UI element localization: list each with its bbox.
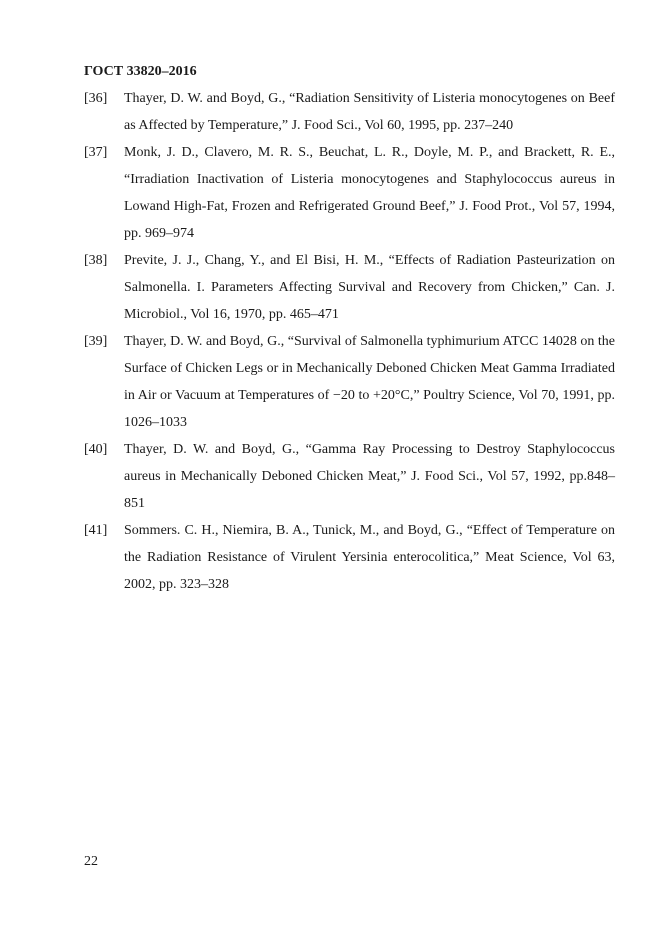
reference-item [84,328,615,436]
reference-text: Sommers. C. H., Niemira, B. A., Tunick, M., and Boyd, G., “Effect of Temperature on the Radiation Resistance of Virulent Yersinia enterocolitica,” Meat Science, Vol 63, 2002, pp. 323–328 [124,523,615,592]
reference-number: [36] [84,91,108,106]
reference-number: [41] [84,523,108,538]
reference-item [84,139,615,247]
reference-text: Thayer, D. W. and Boyd, G., “Radiation Sensitivity of Listeria monocytogenes on Beef as Affected by Temperature,” J. Food Sci., Vol 60, 1995, pp. 237–240 [124,91,615,133]
reference-number: [40] [84,442,108,457]
reference-text: Monk, J. D., Clavero, M. R. S., Beuchat, L. R., Doyle, M. P., and Brackett, R. E., “Irradiation Inactivation of Listeria monocytogenes and Staphylococcus aureus in Lowand High-Fat, Frozen and Refrigerated Ground Beef,” J. Food Prot., Vol 57, 1994, pp. 969–974 [124,145,615,241]
page-number: 22 [84,854,98,869]
reference-text: Thayer, D. W. and Boyd, G., “Survival of Salmonella typhimurium ATCC 14028 on the Surface of Chicken Legs or in Mechanically Deboned Chicken Meat Gamma Irradiated in Air or Vacuum at Temperatures of −20 to +20°C,” Poultry Science, Vol 70, 1991, pp. 1026–1033 [124,334,615,430]
standard-header: ГОСТ 33820–2016 [84,64,197,79]
reference-list [84,85,615,598]
reference-item [84,436,615,517]
reference-number: [37] [84,145,108,160]
reference-item [84,247,615,328]
reference-text: Thayer, D. W. and Boyd, G., “Gamma Ray Processing to Destroy Staphylococcus aureus in Mechanically Deboned Chicken Meat,” J. Food Sci., Vol 57, 1992, pp.848–851 [124,442,615,511]
reference-number: [39] [84,334,108,349]
reference-item [84,85,615,139]
reference-item [84,517,615,598]
reference-number: [38] [84,253,108,268]
reference-text: Previte, J. J., Chang, Y., and El Bisi, H. M., “Effects of Radiation Pasteurization on Salmonella. I. Parameters Affecting Survival and Recovery from Chicken,” Can. J. Microbiol., Vol 16, 1970, pp. 465–471 [124,253,615,322]
